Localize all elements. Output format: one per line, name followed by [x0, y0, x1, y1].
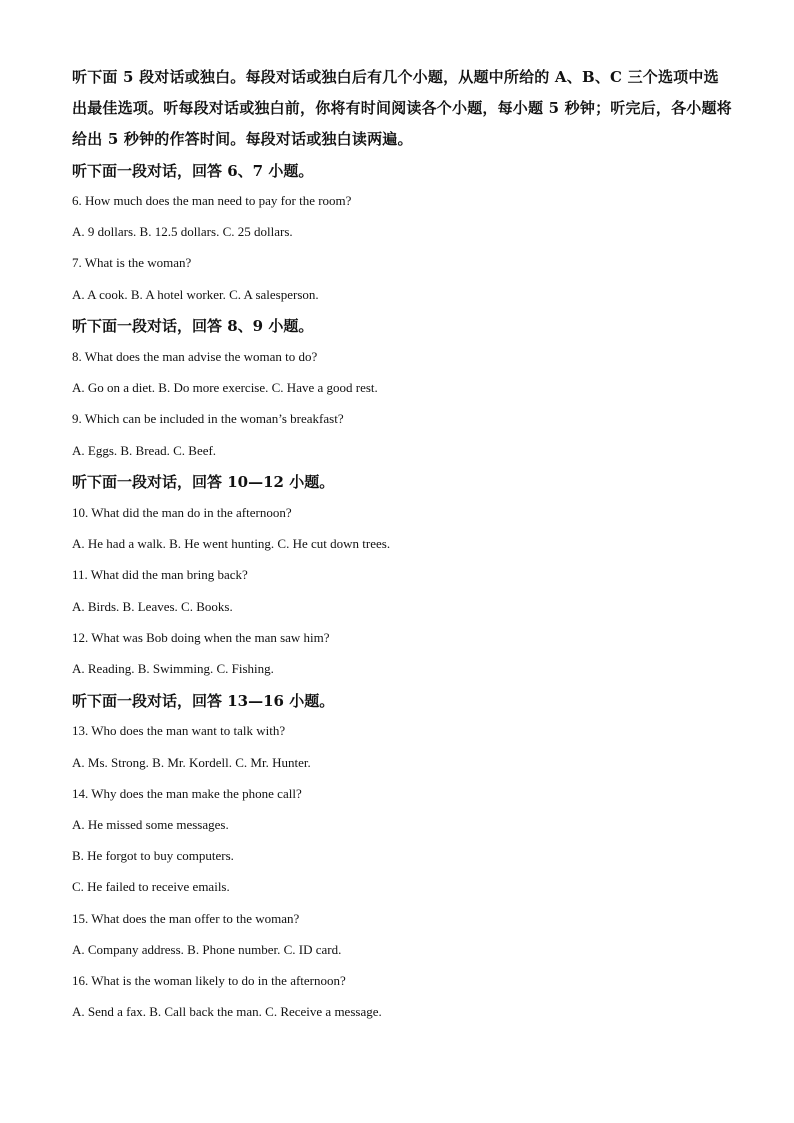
question-6-stem: 6. How much does the man need to pay for the room? [72, 193, 352, 208]
question-10-options: A. He had a walk. B. He went hunting. C. He cut down trees. [72, 536, 391, 551]
question-11-stem: 11. What did the man bring back? [72, 567, 248, 582]
section-heading-q6-7: 听下面一段对话，回答 6、7 小题。 [72, 162, 314, 180]
question-8-stem: 8. What does the man advise the woman to do? [72, 349, 318, 364]
question-16-stem: 16. What is the woman likely to do in the afternoon? [72, 973, 346, 988]
section-heading-q13-16: 听下面一段对话，回答 13—16 小题。 [72, 692, 335, 710]
question-14-option-a: A. He missed some messages. [72, 817, 229, 832]
question-9-options: A. Eggs. B. Bread. C. Beef. [72, 443, 217, 458]
question-6-options: A. 9 dollars. B. 12.5 dollars. C. 25 dollars. [72, 224, 293, 239]
question-15-options: A. Company address. B. Phone number. C. ID card. [72, 942, 342, 957]
section-heading-q10-12: 听下面一段对话，回答 10—12 小题。 [72, 473, 335, 491]
question-8-options: A. Go on a diet. B. Do more exercise. C. Have a good rest. [72, 380, 378, 395]
question-15-stem: 15. What does the man offer to the woman? [72, 911, 300, 926]
question-12-stem: 12. What was Bob doing when the man saw him? [72, 630, 330, 645]
question-14-option-b: B. He forgot to buy computers. [72, 848, 234, 863]
question-9-stem: 9. Which can be included in the woman’s breakfast? [72, 411, 344, 426]
question-11-options: A. Birds. B. Leaves. C. Books. [72, 599, 233, 614]
question-14-option-c: C. He failed to receive emails. [72, 879, 230, 894]
question-14-stem: 14. Why does the man make the phone call? [72, 786, 302, 801]
question-16-options: A. Send a fax. B. Call back the man. C. Receive a message. [72, 1004, 382, 1019]
listening-instructions: 听下面 5 段对话或独白。每段对话或独白后有几个小题，从题中所给的 A、B、C 三个选项中选出最佳选项。听每段对话或独白前，你将有时间阅读各个小题，每小题 5 秒钟；听完后，各小题将给出 5 秒钟的作答时间。每段对话或独白读两遍。 [72, 68, 732, 148]
question-7-stem: 7. What is the woman? [72, 255, 192, 270]
question-13-stem: 13. Who does the man want to talk with? [72, 723, 286, 738]
question-12-options: A. Reading. B. Swimming. C. Fishing. [72, 661, 274, 676]
question-10-stem: 10. What did the man do in the afternoon? [72, 505, 292, 520]
question-13-options: A. Ms. Strong. B. Mr. Kordell. C. Mr. Hunter. [72, 755, 311, 770]
question-7-options: A. A cook. B. A hotel worker. C. A salesperson. [72, 287, 319, 302]
section-heading-q8-9: 听下面一段对话，回答 8、9 小题。 [72, 317, 314, 335]
